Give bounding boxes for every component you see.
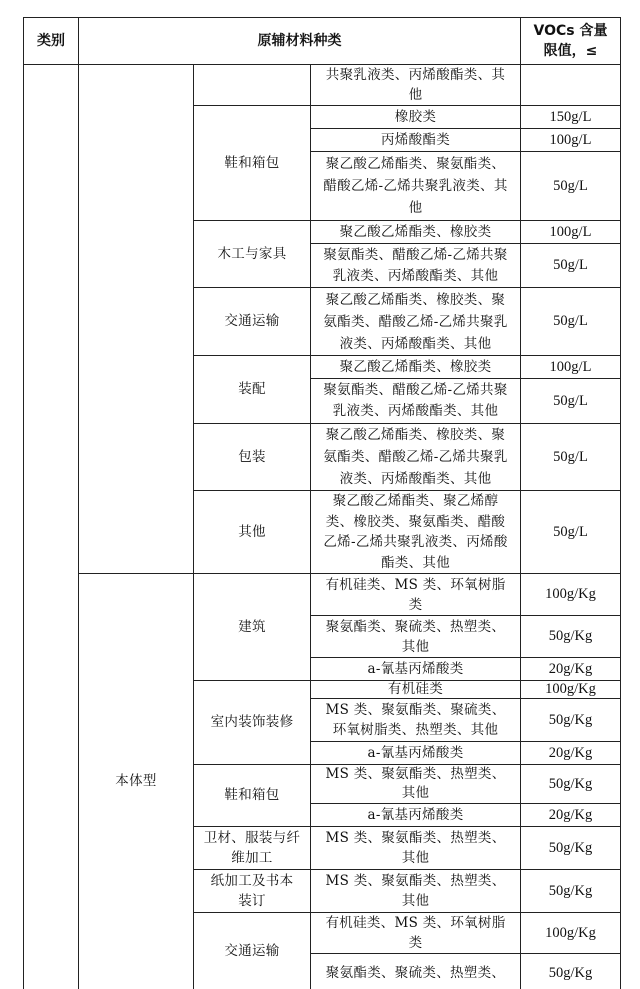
section-transport: 交通运输: [224, 313, 280, 329]
limit-cell: [521, 65, 620, 105]
section-building: 建筑: [238, 618, 266, 635]
material-cell: 聚乙酸乙烯酯类、聚氨酯类、 醋酸乙烯-乙烯共聚乳液类、其 他: [323, 156, 508, 216]
limit-cell: 50g/Kg: [548, 882, 593, 899]
header-limit: VOCs 含量 限值，≤: [533, 23, 608, 59]
material-cell: 共聚乳液类、丙烯酸酯类、其 他: [325, 67, 506, 103]
limit-cell: 50g/Kg: [548, 775, 593, 792]
material-cell: 聚乙酸乙烯酯类、橡胶类: [339, 358, 492, 375]
voc-limit-table: [23, 17, 621, 989]
section-packaging: 包装: [238, 448, 266, 465]
section-paper-binding: 纸加工及书本 装订: [210, 873, 294, 909]
limit-cell: 100g/Kg: [545, 681, 596, 697]
limit-cell: 50g/Kg: [548, 628, 593, 644]
section-interior: 室内装饰装修: [210, 714, 294, 730]
limit-cell: 100g/L: [549, 131, 592, 148]
section-sanitary-textile: 卫材、服装与纤 维加工: [203, 830, 301, 866]
limit-cell: 100g/Kg: [545, 586, 596, 602]
limit-cell: 150g/L: [549, 108, 592, 125]
section-woodwork: 木工与家具: [217, 245, 287, 262]
header-material: 原辅材料种类: [257, 32, 342, 49]
material-cell: MS 类、聚氨酯类、热塑类、 其他: [325, 873, 506, 909]
material-cell: MS 类、聚氨酯类、聚硫类、 环氧树脂类、热塑类、其他: [325, 702, 506, 738]
material-cell: 聚氨酯类、聚硫类、热塑类、 其他: [325, 618, 506, 655]
material-cell: MS 类、聚氨酯类、热塑类、 其他: [325, 830, 506, 866]
material-cell: 聚氨酯类、醋酸乙烯-乙烯共聚 乳液类、丙烯酸酯类、其他: [323, 382, 508, 419]
header-category: 类别: [37, 32, 65, 49]
limit-cell: 50g/Kg: [548, 711, 593, 728]
material-cell: 聚氨酯类、聚硫类、热塑类、: [325, 965, 506, 981]
section-transport-2: 交通运输: [224, 942, 280, 959]
limit-cell: 50g/Kg: [548, 965, 593, 981]
material-cell: MS 类、聚氨酯类、热塑类、 其他: [325, 766, 506, 801]
limit-cell: 50g/L: [553, 313, 588, 329]
limit-cell: 20g/Kg: [548, 660, 593, 677]
material-cell: 橡胶类: [394, 108, 437, 125]
material-cell: a-氰基丙烯酸类: [367, 744, 464, 761]
limit-cell: 100g/Kg: [545, 924, 596, 941]
limit-cell: 20g/Kg: [548, 806, 593, 823]
group-body-type: 本体型: [115, 773, 157, 789]
section-assembly: 装配: [238, 381, 266, 397]
material-cell: a-氰基丙烯酸类: [367, 660, 464, 677]
limit-cell: 50g/L: [553, 523, 588, 540]
limit-cell: 100g/L: [549, 358, 592, 375]
material-cell: 聚氨酯类、醋酸乙烯-乙烯共聚 乳液类、丙烯酸酯类、其他: [323, 246, 508, 284]
material-cell: 聚乙酸乙烯酯类、聚乙烯醇 类、橡胶类、聚氨酯类、醋酸 乙烯-乙烯共聚乳液类、丙烯酸 酯类、其他: [323, 493, 508, 571]
section-shoes-bags: 鞋和箱包: [224, 154, 280, 171]
limit-cell: 50g/L: [553, 392, 588, 409]
limit-cell: 50g/L: [553, 257, 588, 273]
material-cell: 聚乙酸乙烯酯类、橡胶类、聚 氨酯类、醋酸乙烯-乙烯共聚乳 液类、丙烯酸酯类、其他: [323, 291, 508, 352]
material-cell: 有机硅类、MS 类、环氧树脂 类: [325, 576, 506, 613]
limit-cell: 50g/L: [553, 448, 588, 465]
limit-cell: 50g/Kg: [548, 839, 593, 856]
limit-cell: 100g/L: [549, 223, 592, 240]
section-other: 其他: [238, 523, 266, 540]
material-cell: 有机硅类: [387, 681, 444, 697]
material-cell: 聚乙酸乙烯酯类、橡胶类、聚 氨酯类、醋酸乙烯-乙烯共聚乳 液类、丙烯酸酯类、其他: [323, 427, 508, 487]
material-cell: 丙烯酸酯类: [381, 131, 450, 148]
limit-cell: 20g/Kg: [548, 744, 593, 761]
material-cell: 聚乙酸乙烯酯类、橡胶类: [339, 223, 492, 240]
material-cell: a-氰基丙烯酸类: [367, 806, 464, 823]
limit-cell: 50g/L: [553, 177, 588, 194]
material-cell: 有机硅类、MS 类、环氧树脂 类: [325, 915, 506, 951]
section-shoes-bags-2: 鞋和箱包: [224, 787, 280, 803]
